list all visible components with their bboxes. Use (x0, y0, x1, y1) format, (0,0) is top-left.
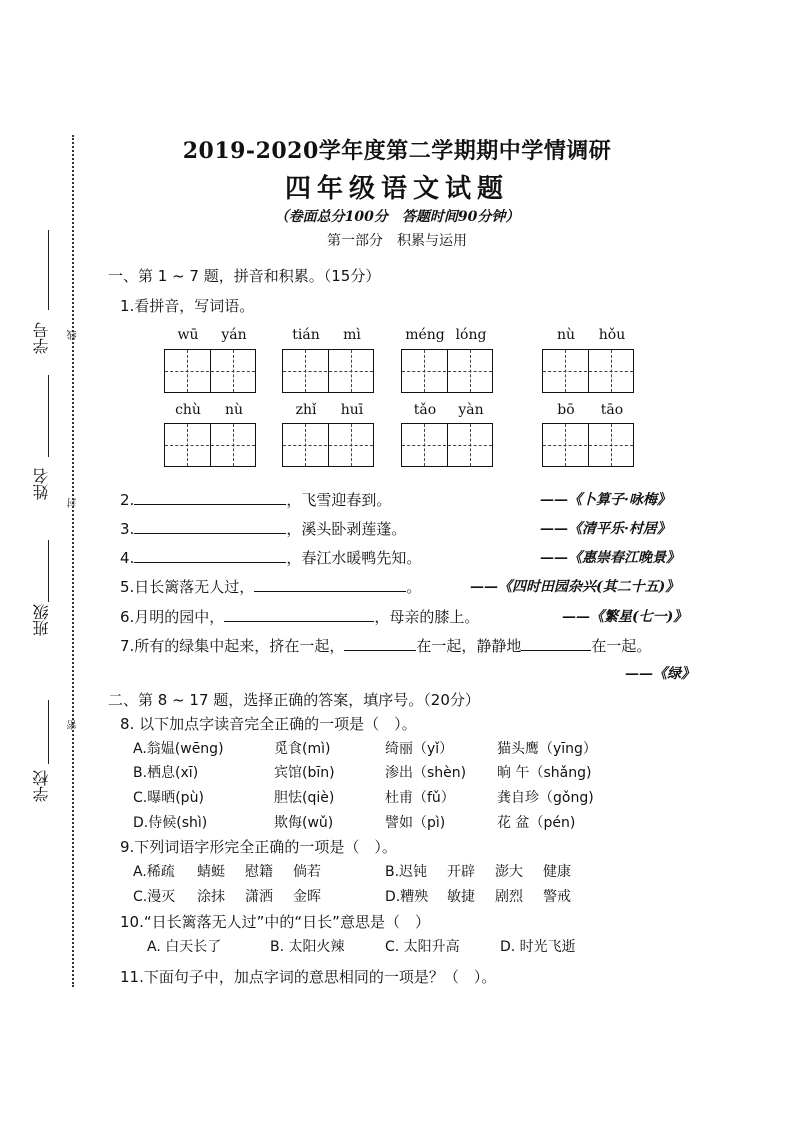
q8-option: 龚自珍（gǒng) (497, 790, 594, 806)
q8-option[interactable]: B.栖息(xī) (133, 765, 199, 781)
q10-text: 10.“日长篱落无人过”中的“日长”意思是（ ） (120, 913, 430, 931)
pinyin: chù (175, 402, 201, 418)
q5-source: ——《四时田园杂兴(其二十五)》 (470, 579, 680, 595)
q8-option[interactable]: A.翁媪(wēng) (133, 741, 224, 757)
section2-heading: 二、第 8 ~ 17 题，选择正确的答案，填序号。（20分） (108, 691, 480, 709)
q5-line: 5.日长篱落无人过， 。 (120, 578, 422, 596)
q10-option[interactable]: C. 太阳升高 (385, 939, 460, 955)
q9-option: 涂抹 (197, 889, 225, 905)
q8-option: 宾馆(bīn) (274, 765, 335, 781)
q9-text: 9.下列词语字形完全正确的一项是（ ）。 (120, 838, 397, 856)
q6-line: 6.月明的园中， ，母亲的膝上。 (120, 608, 480, 626)
answer-blank[interactable] (134, 490, 286, 505)
writing-box[interactable] (542, 423, 634, 467)
pinyin: lóng (455, 327, 487, 343)
q8-option: 渗出（shèn) (385, 765, 467, 781)
mark-xian: 线 (68, 330, 79, 340)
q2-source: ——《卜算子·咏梅》 (540, 492, 671, 508)
q9-option: 澎大 (495, 864, 523, 880)
pinyin: nù (556, 327, 576, 343)
q8-option[interactable]: D.侍候(shì) (133, 815, 208, 831)
q9-option: 蜻蜓 (197, 864, 225, 880)
pinyin: hǒu (598, 327, 626, 343)
q8-option: 欺侮(wǔ) (274, 815, 334, 831)
answer-blank[interactable] (134, 548, 286, 563)
q7-line: 7.所有的绿集中起来，挤在一起， 在一起，静静地 在一起。 (120, 637, 652, 655)
answer-blank[interactable] (344, 636, 416, 651)
q9-option: 金晖 (293, 889, 321, 905)
q9-option[interactable]: B.迟钝 (385, 864, 428, 880)
answer-blank[interactable] (521, 636, 591, 651)
label-banji: 班级 (32, 604, 51, 636)
writing-box[interactable] (282, 349, 374, 393)
q9-option: 倘若 (293, 864, 321, 880)
exam-title: 2019-2020学年度第二学期期中学情调研 (182, 138, 612, 164)
mark-mi: 密 (68, 720, 79, 730)
q10-option[interactable]: B. 太阳火辣 (270, 939, 345, 955)
q9-option: 健康 (543, 864, 571, 880)
q3-source: ——《清平乐·村居》 (540, 521, 671, 537)
pinyin: zhǐ (295, 402, 317, 418)
q2-line: 2. ，飞雪迎春到。 (120, 491, 392, 509)
q8-option: 譬如（pì) (385, 815, 446, 831)
q9-option: 敏捷 (447, 889, 475, 905)
q8-option: 花 盆（pén) (497, 815, 576, 831)
writing-box[interactable] (164, 423, 256, 467)
label-xingming: 姓名 (32, 468, 51, 500)
writing-box[interactable] (282, 423, 374, 467)
pinyin: tāo (600, 402, 624, 418)
writing-box[interactable] (401, 349, 493, 393)
answer-blank[interactable] (224, 607, 374, 622)
q1-text: 1.看拼音，写词语。 (120, 297, 255, 315)
q4-source: ——《惠崇春江晚景》 (540, 550, 680, 566)
q3-line: 3. ，溪头卧剥莲蓬。 (120, 520, 407, 538)
pinyin: méng (405, 327, 445, 343)
q11-text: 11.下面句子中，加点字词的意思相同的一项是？（ ）。 (120, 968, 497, 986)
q9-option[interactable]: A.稀疏 (133, 864, 175, 880)
writing-box[interactable] (542, 349, 634, 393)
q6-source: ——《繁星(七一)》 (562, 609, 688, 625)
section1-heading: 一、第 1 ~ 7 题，拼音和积累。（15分） (108, 267, 381, 285)
q9-option: 潇洒 (245, 889, 273, 905)
label-xuexiao: 学校 (32, 770, 51, 802)
q9-option: 警戒 (543, 889, 571, 905)
q10-option[interactable]: D. 时光飞逝 (500, 939, 576, 955)
blank-xuexiao (48, 700, 49, 764)
q9-option: 慰籍 (245, 864, 273, 880)
q10-option[interactable]: A. 白天长了 (147, 939, 222, 955)
pinyin: nù (224, 402, 244, 418)
q8-option: 绮丽（yǐ） (385, 741, 454, 757)
writing-box[interactable] (401, 423, 493, 467)
pinyin: bō (557, 402, 575, 418)
q8-option: 胆怯(qiè) (274, 790, 335, 806)
q8-option: 猫头鹰（yīng） (497, 741, 597, 757)
pinyin: yán (221, 327, 247, 343)
answer-blank[interactable] (134, 519, 286, 534)
pinyin: tián (292, 327, 320, 343)
q7-source: ——《绿》 (625, 666, 695, 682)
q8-option[interactable]: C.曝晒(pù) (133, 790, 204, 806)
q8-option: 晌 午（shǎng) (497, 765, 592, 781)
pinyin: wū (177, 327, 199, 343)
exam-subtitle: 四年级语文试题 (284, 174, 509, 204)
label-xuehao: 学号 (32, 322, 51, 354)
binding-dotted-line (72, 135, 74, 987)
pinyin: tǎo (413, 402, 437, 418)
part-heading: 第一部分 积累与运用 (327, 233, 467, 249)
q8-option: 觅食(mì) (274, 741, 331, 757)
answer-blank[interactable] (254, 577, 406, 592)
q4-line: 4. ，春江水暖鸭先知。 (120, 549, 422, 567)
q9-option: 剧烈 (495, 889, 523, 905)
q9-option: 开辟 (447, 864, 475, 880)
q9-option[interactable]: D.糟殃 (385, 889, 429, 905)
mark-feng: 封 (68, 498, 79, 508)
pinyin: mì (343, 327, 361, 343)
blank-xingming (48, 375, 49, 457)
q8-option: 杜甫（fǔ） (385, 790, 455, 806)
pinyin: yàn (458, 402, 484, 418)
exam-note: （卷面总分100分 答题时间90分钟） (274, 209, 520, 225)
writing-box[interactable] (164, 349, 256, 393)
blank-banji (48, 540, 49, 602)
pinyin: huī (340, 402, 364, 418)
q8-text: 8. 以下加点字读音完全正确的一项是（ ）。 (120, 715, 417, 733)
q9-option[interactable]: C.漫灭 (133, 889, 176, 905)
